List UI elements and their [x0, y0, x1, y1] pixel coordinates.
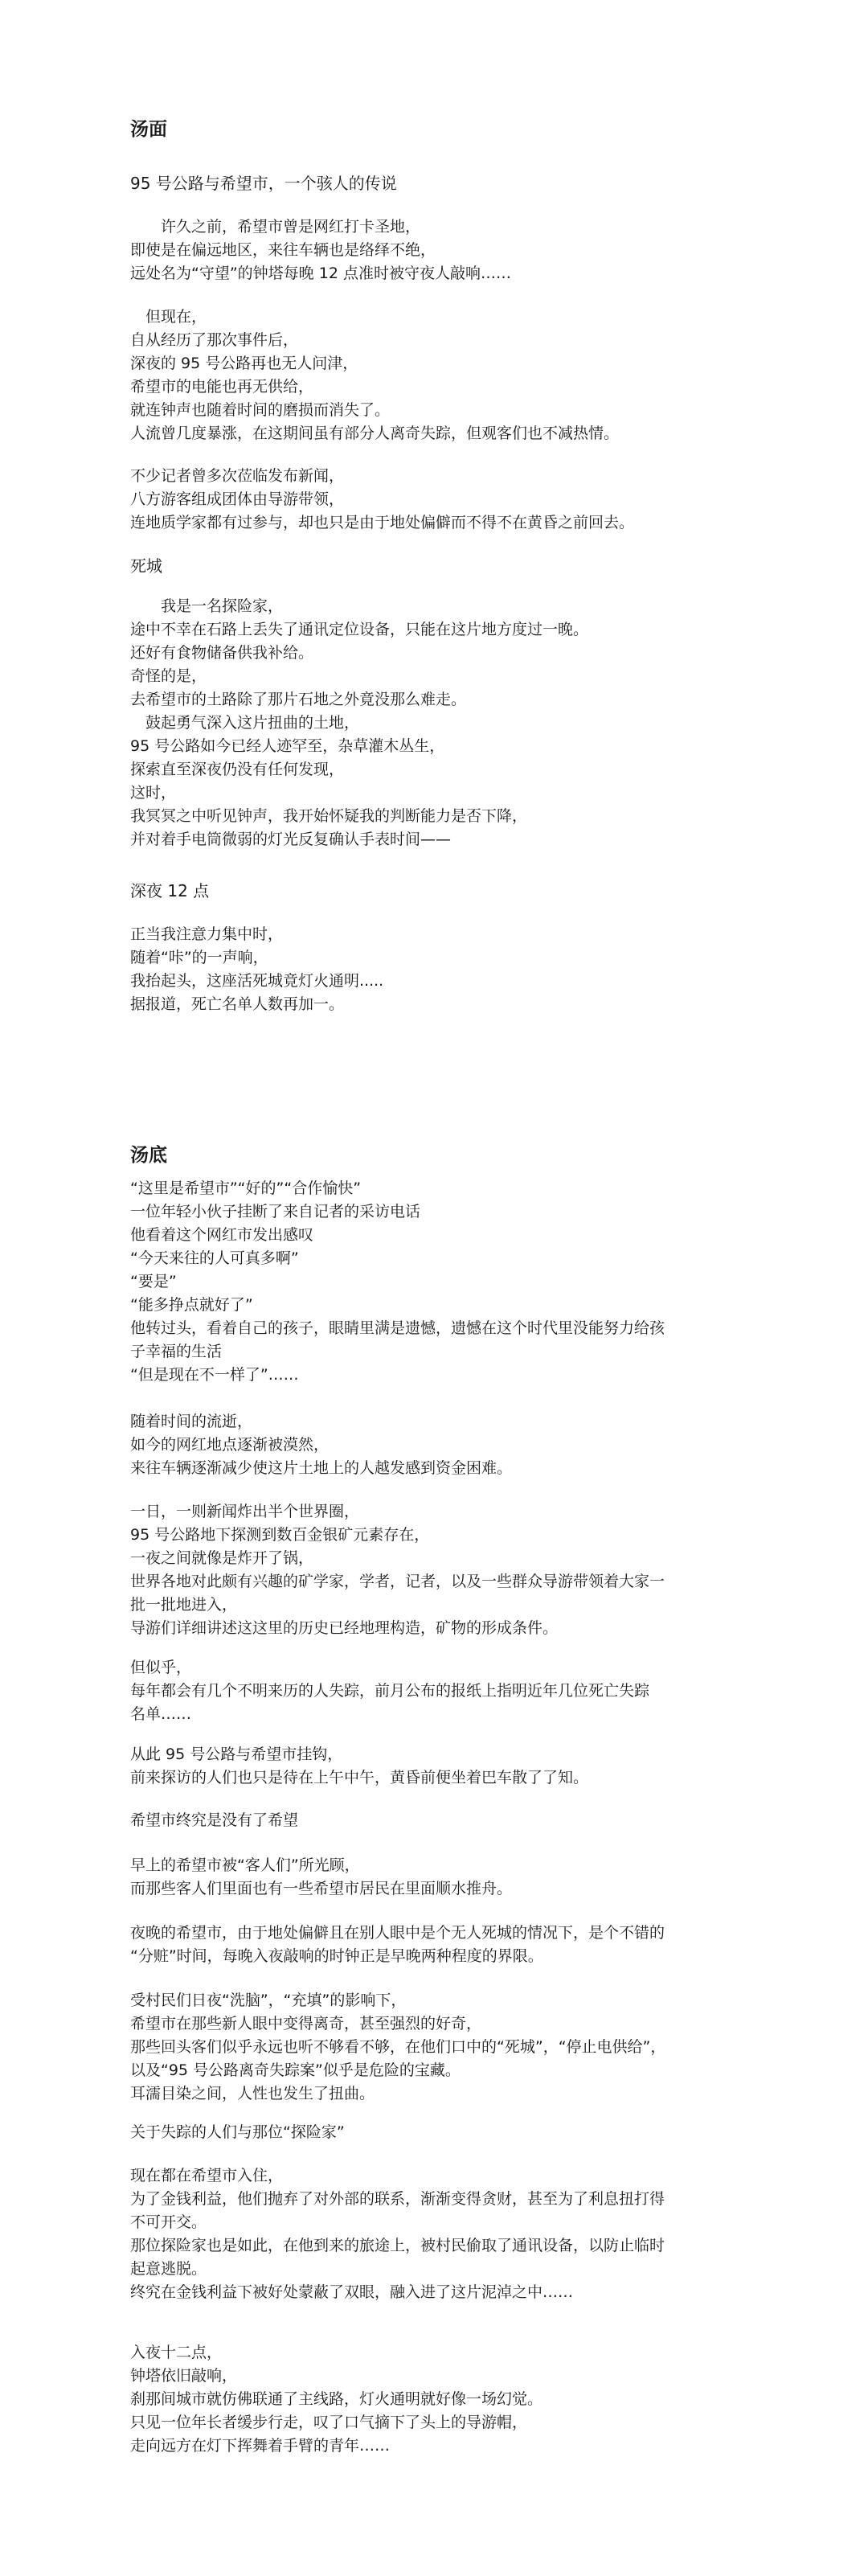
text-line: 我是一名探险家， — [130, 597, 284, 615]
text-line: 探索直至深夜仍没有任何发现， — [130, 761, 345, 778]
paragraph — [130, 1410, 773, 1480]
text-line: 每年都会有几个不明来历的人失踪，前月公布的报纸上指明近年几位死亡失踪 — [130, 1682, 650, 1700]
text-line: 夜晚的希望市，由于地处偏僻且在别人眼中是个无人死城的情况下，是个不错的 — [130, 1924, 665, 1942]
paragraph — [130, 1854, 773, 1901]
text-line: 现在都在希望市入住， — [130, 2167, 284, 2184]
story-subtitle: 95 号公路与希望市，一个骇人的传说 — [130, 174, 397, 193]
text-line: 耳濡目染之间，人性也发生了扭曲。 — [130, 2085, 375, 2102]
text-line: 刹那间城市就仿佛联通了主线路，灯火通明就好像一场幻觉。 — [130, 2390, 543, 2408]
text-line: “但是现在不一样了”…… — [130, 1366, 299, 1384]
section-tangdi — [130, 1140, 773, 1167]
text-line: 一位年轻小伙子挂断了来自记者的采访电话 — [130, 1203, 421, 1220]
text-line: 来往车辆逐渐减少使这片土地上的人越发感到资金困难。 — [130, 1459, 513, 1477]
paragraph — [130, 1656, 773, 1726]
subheading-midnight: 深夜 12 点 — [130, 881, 210, 900]
section-title: 汤面 — [130, 119, 167, 140]
text-line: 为了金钱利益，他们抛弃了对外部的联系，渐渐变得贪财，甚至为了利息扭打得 — [130, 2190, 665, 2208]
text-line: 而那些客人们里面也有一些希望市居民在里面顺水推舟。 — [130, 1880, 513, 1897]
text-line: 从此 95 号公路与希望市挂钩， — [130, 1745, 343, 1763]
text-line: 不可开交。 — [130, 2213, 207, 2231]
text-line: 那些回头客们似乎永远也听不够看不够，在他们口中的“死城”，“停止电供给”， — [130, 2038, 666, 2056]
text-line: 但似乎， — [130, 1659, 192, 1676]
text-line: 人流曾几度暴涨，在这期间虽有部分人离奇失踪，但观客们也不减热情。 — [130, 425, 620, 442]
text-line: “分赃”时间，每晚入夜敲响的时钟正是早晚两种程度的界限。 — [130, 1947, 543, 1965]
paragraph — [130, 1500, 773, 1640]
text-line: 希望市在那些新人眼中变得离奇，甚至强烈的好奇， — [130, 2015, 482, 2032]
subheading-block — [130, 553, 773, 576]
paragraph — [130, 1177, 773, 1387]
paragraph — [130, 2341, 773, 2458]
text-line: 正当我注意力集中时， — [130, 925, 284, 943]
text-line: 他转过头，看着自己的孩子，眼睛里满是遗憾，遗憾在这个时代里没能努力给孩 — [130, 1319, 665, 1337]
paragraph — [130, 215, 773, 285]
text-line: 95 号公路如今已经人迹罕至，杂草灌木丛生， — [130, 737, 445, 755]
text-line: 连地质学家都有过参与，却也只是由于地处偏僻而不得不在黄昏之前回去。 — [130, 514, 635, 531]
text-line: 前来探访的人们也只是待在上午中午，黄昏前便坐着巴车散了了知。 — [130, 1769, 589, 1786]
text-line: 起意逃脱。 — [130, 2260, 207, 2278]
paragraph — [130, 1989, 773, 2106]
text-line: 许久之前，希望市曾是网红打卡圣地， — [130, 218, 421, 236]
text-line: 批一批地进入， — [130, 1596, 238, 1614]
text-line: 我抬起头，这座活死城竟灯火通明..... — [130, 972, 384, 990]
text-line: 即使是在偏远地区，来往车辆也是络绎不绝， — [130, 241, 436, 259]
text-line: 那位探险家也是如此，在他到来的旅途上，被村民偷取了通讯设备，以防止临时 — [130, 2237, 665, 2254]
text-line: 他看着这个网红市发出感叹 — [130, 1226, 314, 1244]
text-line: 如今的网红地点逐渐被漠然， — [130, 1436, 330, 1454]
text-line: 自从经历了那次事件后， — [130, 331, 299, 349]
text-line: 走向远方在灯下挥舞着手臂的青年…… — [130, 2437, 391, 2455]
text-line: 希望市终究是没有了希望 — [130, 1811, 299, 1829]
text-line: 一夜之间就像是炸开了锅， — [130, 1549, 314, 1567]
text-line: 去希望市的土路除了那片石地之外竟没那么难走。 — [130, 691, 467, 708]
paragraph — [130, 2164, 773, 2304]
text-line: 我冥冥之中听见钟声，我开始怀疑我的判断能力是否下降， — [130, 807, 528, 825]
section-title: 汤底 — [130, 1145, 167, 1166]
paragraph — [130, 595, 773, 851]
text-line: 钟塔依旧敲响， — [130, 2367, 238, 2385]
paragraph — [130, 1743, 773, 1790]
text-line: 关于失踪的人们与那位“探险家” — [130, 2123, 345, 2141]
text-line: 受村民们日夜“洗脑”，“充填”的影响下， — [130, 1991, 407, 2009]
text-line: “要是” — [130, 1273, 177, 1290]
text-line: 入夜十二点， — [130, 2344, 223, 2361]
text-line: 但现在， — [130, 308, 207, 326]
text-line: 奇怪的是， — [130, 667, 207, 685]
subheading-sicheng: 死城 — [130, 556, 162, 576]
story-subtitle-block — [130, 170, 773, 194]
text-line: 95 号公路地下探测到数百金银矿元素存在， — [130, 1526, 430, 1544]
text-line: 远处名为“守望”的钟塔每晚 12 点准时被守夜人敲响…… — [130, 265, 511, 282]
paragraph — [130, 923, 773, 1016]
paragraph — [130, 306, 773, 445]
paragraph — [130, 1922, 773, 1968]
text-line: 这时， — [130, 784, 177, 802]
text-line: 深夜的 95 号公路再也无人问津， — [130, 355, 358, 372]
paragraph — [130, 1809, 773, 1832]
text-line: 随着时间的流逝， — [130, 1413, 253, 1430]
text-line: “能多挣点就好了” — [130, 1296, 253, 1314]
text-line: “这里是希望市”“好的”“合作愉快” — [130, 1179, 362, 1197]
text-line: 并对着手电筒微弱的灯光反复确认手表时间—— — [130, 831, 452, 848]
text-line: 导游们详细讲述这这里的历史已经地理构造，矿物的形成条件。 — [130, 1619, 559, 1637]
text-line: 就连钟声也随着时间的磨损而消失了。 — [130, 401, 391, 419]
text-line: 只见一位年长者缓步行走，叹了口气摘下了头上的导游帽， — [130, 2414, 528, 2431]
text-line: 早上的希望市被“客人们”所光顾， — [130, 1856, 360, 1874]
text-line: 还好有食物储备供我补给。 — [130, 644, 314, 662]
subheading-block — [130, 878, 773, 901]
paragraph — [130, 465, 773, 535]
text-line: 途中不幸在石路上丢失了通讯定位设备，只能在这片地方度过一晚。 — [130, 621, 589, 638]
section-tangmian — [130, 114, 773, 141]
text-line: 八方游客组成团体由导游带领， — [130, 490, 345, 508]
text-line: 不少记者曾多次莅临发布新闻， — [130, 467, 345, 485]
text-line: 世界各地对此颇有兴趣的矿学家，学者，记者，以及一些群众导游带领着大家一 — [130, 1573, 665, 1590]
text-line: 随着“咔”的一声响， — [130, 949, 268, 966]
text-line: 据报道，死亡名单人数再加一。 — [130, 995, 345, 1013]
text-line: 鼓起勇气深入这片扭曲的土地， — [130, 714, 360, 732]
text-line: 以及“95 号公路离奇失踪案”似乎是危险的宝藏。 — [130, 2061, 461, 2079]
text-line: 子幸福的生活 — [130, 1343, 223, 1360]
paragraph — [130, 2121, 773, 2144]
text-line: 希望市的电能也再无供给， — [130, 378, 314, 396]
text-line: “今天来往的人可真多啊” — [130, 1249, 299, 1267]
text-line: 一日，一则新闻炸出半个世界圈， — [130, 1503, 360, 1520]
text-line: 名单…… — [130, 1705, 192, 1723]
text-line: 终究在金钱利益下被好处蒙蔽了双眼，融入进了这片泥淖之中…… — [130, 2283, 574, 2301]
